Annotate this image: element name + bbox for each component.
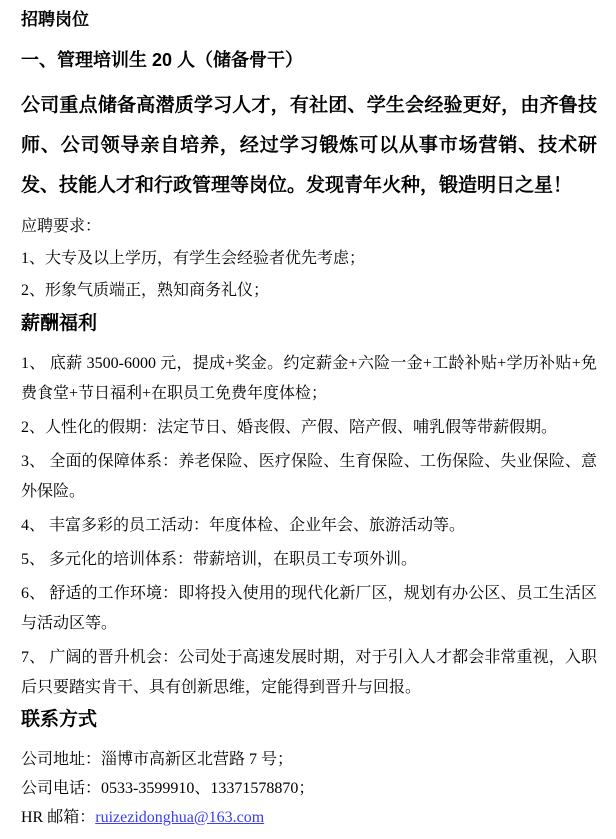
benefit-item-environment: 6、 舒适的工作环境：即将投入使用的现代化新厂区，规划有办公区、员工生活区与活动区等。 [21,585,597,632]
hr-email-link[interactable]: ruizezidonghua@163.com [95,809,265,826]
requirements-label: 应聘要求： [21,218,102,235]
benefit-item-insurance: 3、 全面的保障体系：养老保险、医疗保险、生育保险、工伤保险、失业保险、意外保险。 [21,453,597,500]
benefit-item-holidays: 2、人性化的假期：法定节日、婚丧假、产假、陪产假、哺乳假等带薪假期。 [21,419,558,436]
benefit-item-training: 5、 多元化的培训体系：带薪培训，在职员工专项外训。 [21,551,418,568]
benefit-item-activities: 4、 丰富多彩的员工活动：年度体检、企业年会、旅游活动等。 [21,517,466,534]
email-label: HR 邮箱： [21,809,96,826]
contact-heading: 联系方式 [21,709,98,730]
contact-phone: 公司电话：0533-3599910、13371578870； [21,780,315,797]
requirement-item: 2、形象气质端正，熟知商务礼仪； [21,282,270,299]
doc-title: 招聘岗位 [21,10,89,29]
contact-email-line [21,803,597,832]
position-heading: 一、管理培训生 20 人（储备骨干） [21,50,304,70]
contact-address: 公司地址：淄博市高新区北营路 7 号； [21,751,294,768]
benefit-item-promotion: 7、 广阔的晋升机会：公司处于高速发展时期，对于引入人才都会非常重视，入职后只要踏实肯干、具有创新思维，定能得到晋升与回报。 [21,649,597,696]
benefits-heading: 薪酬福利 [21,313,98,334]
benefit-item-salary: 1、 底薪 3500-6000 元，提成+奖金。约定薪金+六险一金+工龄补贴+学历补贴+免费食堂+节日福利+在职员工免费年度体检； [21,355,597,402]
position-intro-paragraph: 公司重点储备高潜质学习人才，有社团、学生会经验更好，由齐鲁技师、公司领导亲自培养，经过学习锻炼可以从事市场营销、技术研发、技能人才和行政管理等岗位。发现青年火种，锻造明日之星！ [21,95,597,196]
requirement-item: 1、大专及以上学历，有学生会经验者优先考虑； [21,250,366,267]
